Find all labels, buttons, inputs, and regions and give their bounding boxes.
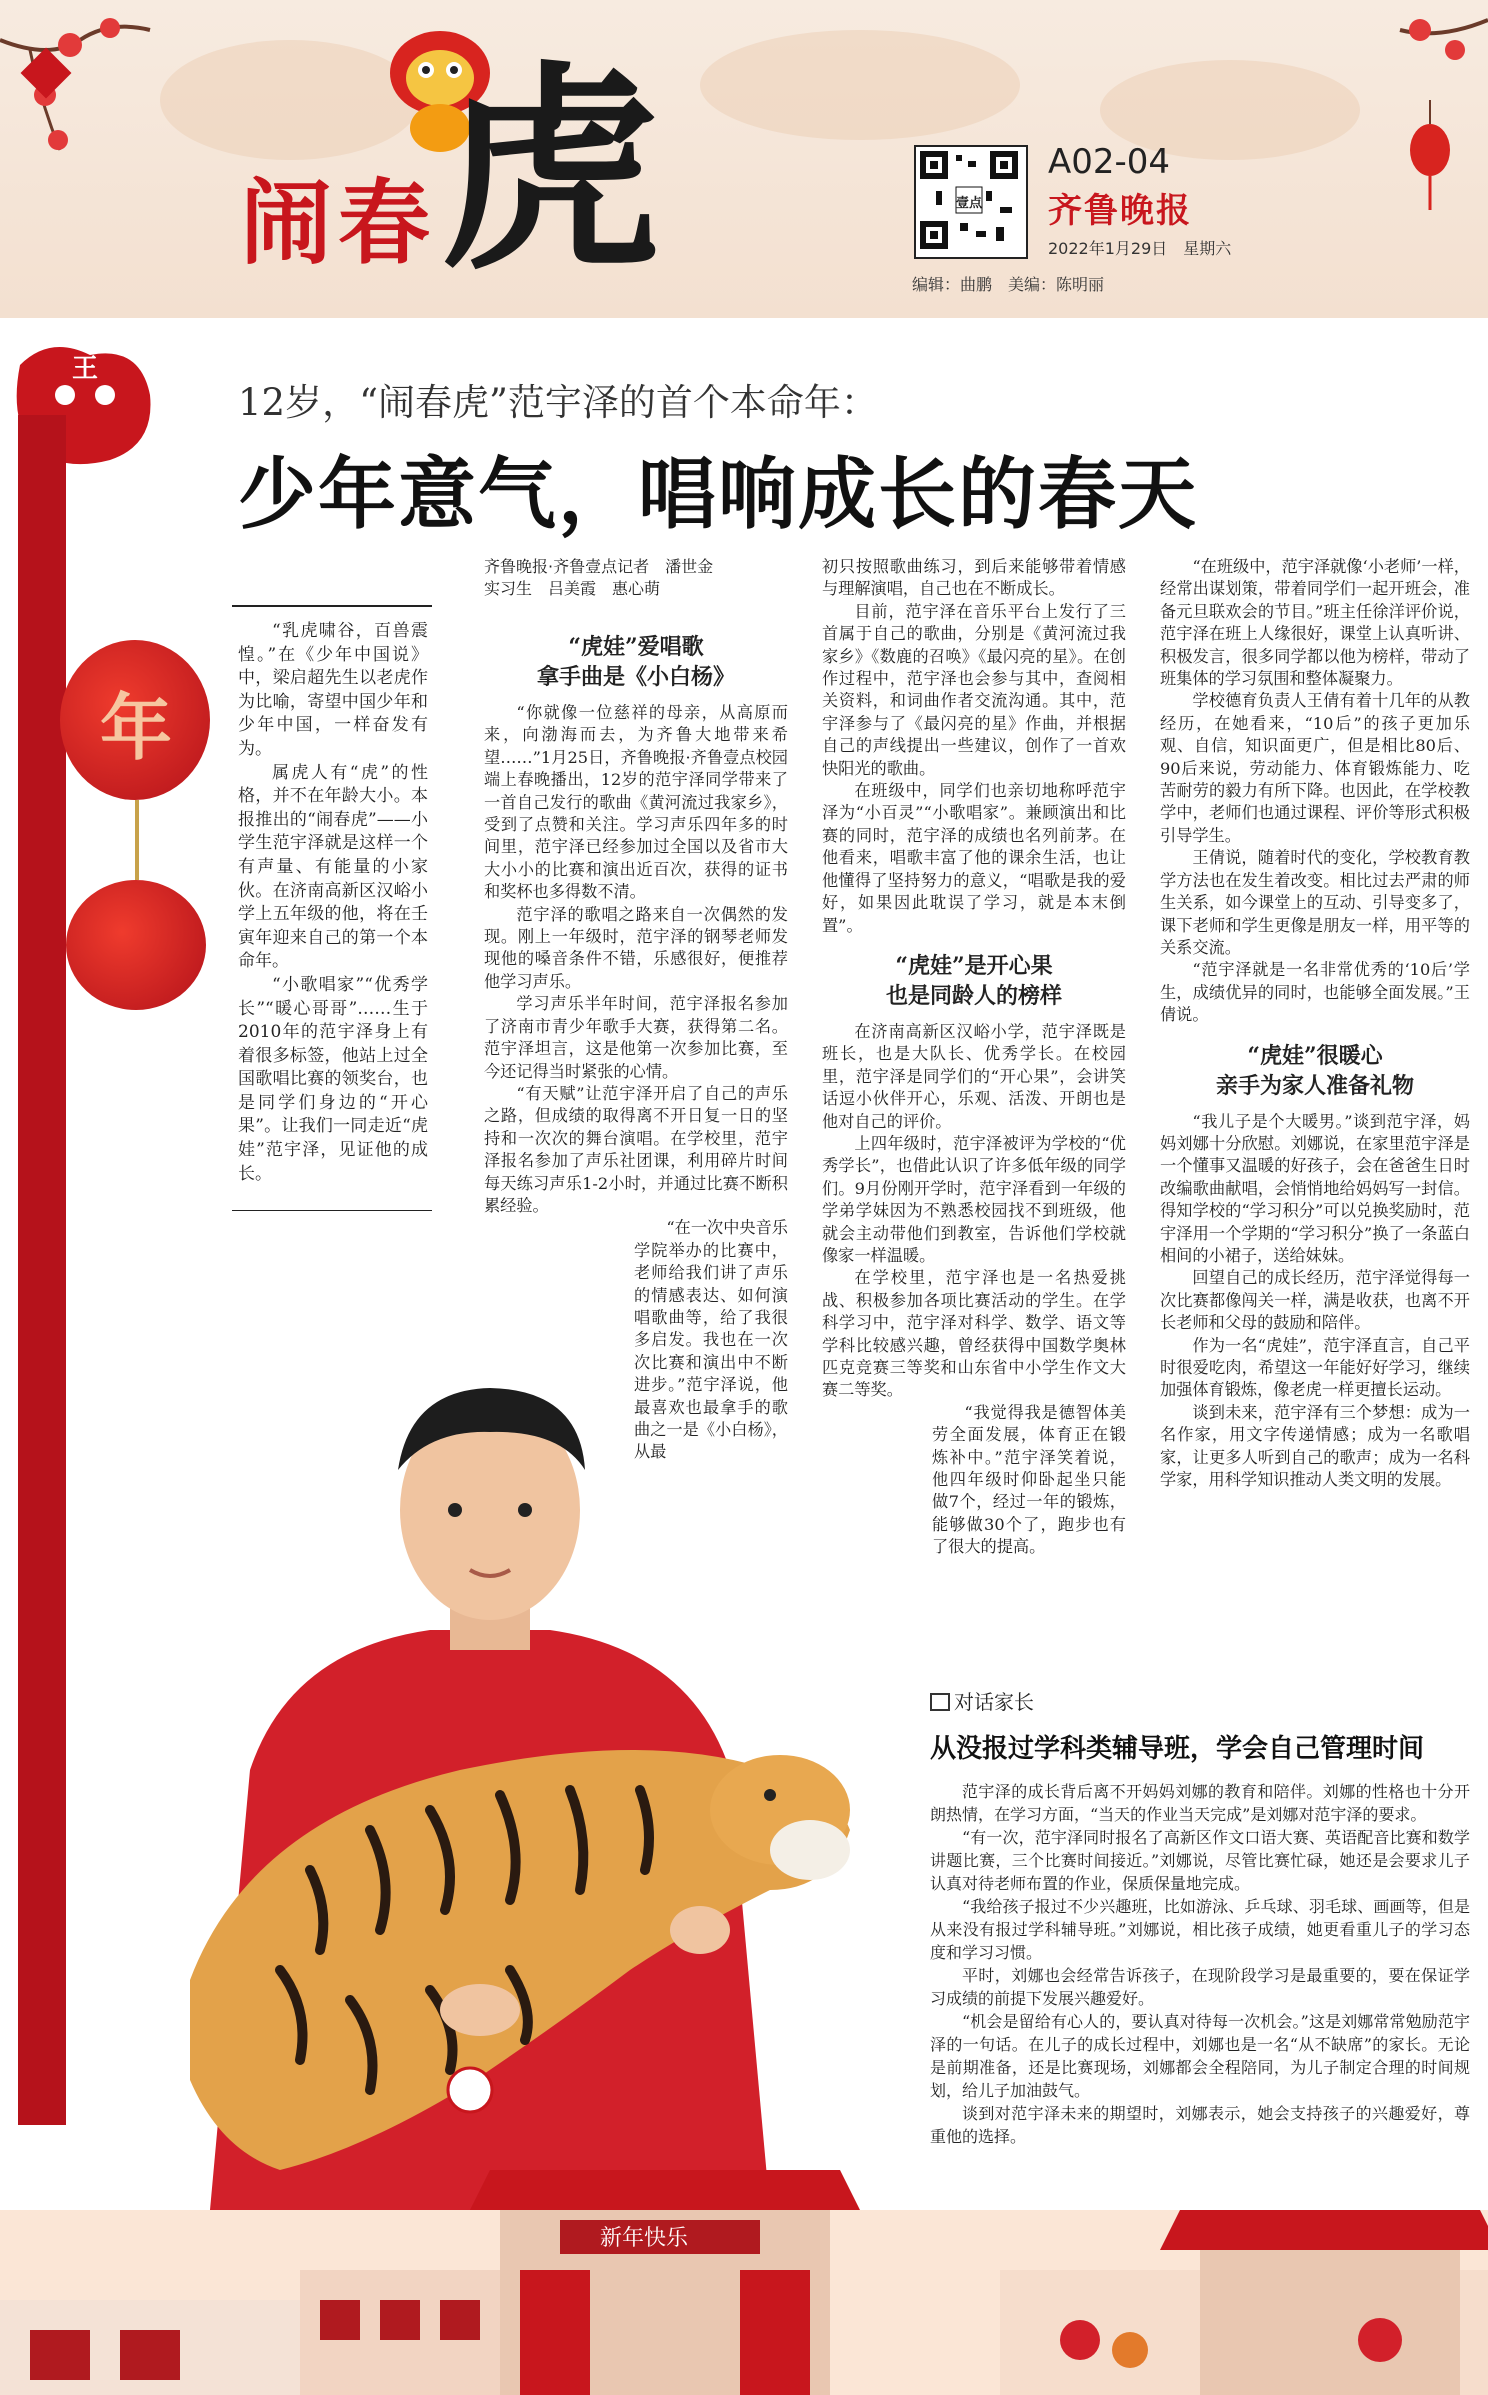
lantern-icon <box>66 880 206 1010</box>
article-intro <box>238 620 428 1186</box>
body-paragraph: 上四年级时，范宇泽被评为学校的“优秀学长”，也借此认识了许多低年级的同学们。9月份刚开学时，范宇泽看到一年级的学弟学妹因为不熟悉校园找不到班级，他就会主动带他们到教室，告诉他们学校就像家一样温暖。 <box>822 1133 1126 1265</box>
section-title-line: 也是同龄人的榜样 <box>885 982 1062 1009</box>
body-paragraph: 范宇泽的成长背后离不开妈妈刘娜的教育和陪伴。刘娜的性格也十分开朗热情，在学习方面，“当天的作业当天完成”是刘娜对范宇泽的要求。 <box>930 1782 1470 1824</box>
section-title-line: 拿手曲是《小白杨》 <box>536 664 735 690</box>
dialogue-label <box>930 1686 1034 1715</box>
cloud-decoration <box>700 30 1020 140</box>
section-title <box>484 632 788 692</box>
lantern-icon <box>60 640 210 800</box>
qr-label: 壹点 <box>956 196 983 211</box>
paper-name: 齐鲁晚报 <box>1048 191 1192 231</box>
intro-paragraph: “乳虎啸谷，百兽震惶。”在《少年中国说》中，梁启超先生以老虎作为比喻，寄望中国少年和少年中国，一样奋发有为。 <box>238 621 428 759</box>
byline-reporter: 齐鲁晚报·齐鲁壹点记者 潘世金 <box>484 557 714 576</box>
body-paragraph: 在学校里，范宇泽也是一名热爱挑战、积极参加各项比赛活动的学生。在学科学习中，范宇泽对科学、数学、语文等学科比较感兴趣，曾经获得中国数学奥林匹克竞赛三等奖和山东省中小学生作文大赛二等奖。 <box>822 1268 1126 1400</box>
section-title-line: “虎娃”是开心果 <box>895 952 1053 979</box>
building-sign-text: 新年快乐 <box>600 2226 689 2251</box>
body-paragraph: 平时，刘娜也会经常告诉孩子，在现阶段学习是最重要的，要在保证学习成绩的前提下发展兴趣爱好。 <box>930 1966 1470 2008</box>
body-paragraph: 学校德育负责人王倩有着十几年的从教经历，在她看来，“10后”的孩子更加乐观、自信，知识面更广，但是相比80后、90后来说，劳动能力、体育锻炼能力、吃苦耐劳的毅力有所下降。也因此，在学校教学中，老师们也通过课程、评价等形式积极引导学生。 <box>1160 691 1470 845</box>
section-title-line: “虎娃”爱唱歌 <box>568 634 704 660</box>
issue-date: 2022年1月29日 星期六 <box>1048 239 1232 258</box>
body-paragraph: “有天赋”让范宇泽开启了自己的声乐之路，但成绩的取得离不开日复一日的坚持和一次次的舞台演唱。在学校里，范宇泽报名参加了声乐社团课，利用碎片时间每天练习声乐1-2小时，并通过比赛不断积累经验。 <box>484 1083 788 1215</box>
body-paragraph: 回望自己的成长经历，范宇泽觉得每一次比赛都像闯关一样，满是收获，也离不开长老师和父母的鼓励和陪伴。 <box>1160 1268 1470 1333</box>
masthead <box>0 0 1488 318</box>
intro-top-rule <box>232 605 432 607</box>
new-year-street-illustration <box>0 2150 1488 2395</box>
body-paragraph: “在班级中，范宇泽就像‘小老师’一样，经常出谋划策，带着同学们一起开班会，准备元旦联欢会的节目。”班主任徐洋评价说，范宇泽在班上人缘很好，课堂上认真听讲、积极发言，很多同学都以他为榜样，带动了班集体的学习氛围和整体凝聚力。 <box>1160 557 1470 689</box>
article-kicker: 12岁，“闹春虎”范宇泽的首个本命年： <box>238 381 878 424</box>
tiger-mark-text: 王 <box>72 354 99 384</box>
body-paragraph: 初只按照歌曲练习，到后来能够带着情感与理解演唱，自己也在不断成长。 <box>822 557 1126 599</box>
body-paragraph: 学习声乐半年时间，范宇泽报名参加了济南市青少年歌手大赛，获得第二名。范宇泽坦言，这是他第一次参加比赛，至今还记得当时紧张的心情。 <box>484 994 788 1081</box>
lantern-string <box>135 800 139 880</box>
byline-interns: 实习生 吕美霞 惠心萌 <box>484 579 661 598</box>
qr-code[interactable] <box>914 145 1028 259</box>
body-paragraph: “在一次中央音乐学院举办的比赛中，老师给我们讲了声乐的情感表达、如何演唱歌曲等，给了我很多启发。我也在一次次比赛和演出中不断进步。”范宇泽说，他最喜欢也最拿手的歌曲之一是《小白杨》，从最 <box>634 1218 788 1462</box>
section-title <box>822 951 1126 1011</box>
body-paragraph: “我觉得我是德智体美劳全面发展，体育正在锻炼补中。”范宇泽笑着说，他四年级时仰卧起坐只能做7个，经过一年的锻炼，能够做30个了，跑步也有了很大的提高。 <box>932 1402 1126 1557</box>
intro-paragraph: 属虎人有“虎”的性格，并不在年龄大小。本报推出的“闹春虎”——小学生范宇泽就是这样一个有声量、有能量的小家伙。在济南高新区汉峪小学上五年级的他，将在壬寅年迎来自己的第一个本命年。 <box>238 762 428 972</box>
body-paragraph: “我给孩子报过不少兴趣班，比如游泳、乒乓球、羽毛球、画画等，但是从来没有报过学科辅导班。”刘娜说，相比孩子成绩，她更看重儿子的学习态度和学习习惯。 <box>930 1897 1470 1962</box>
article-column-3 <box>1160 556 1470 1491</box>
body-paragraph: 在班级中，同学们也亲切地称呼范宇泽为“小百灵”“小歌唱家”。兼顾演出和比赛的同时，范宇泽的成绩也名列前茅。在他看来，唱歌丰富了他的课余生活，也让他懂得了坚持努力的意义，“唱歌是我的爱好，如果因此耽误了学习，就是本末倒置”。 <box>822 781 1126 935</box>
masthead-title-hu: 虎 <box>440 40 661 299</box>
body-paragraph: “机会是留给有心人的，要认真对待每一次机会。”这是刘娜常常勉励范宇泽的一句话。在儿子的成长过程中，刘娜也是一名“从不缺席”的家长。无论是前期准备，还是比赛现场，刘娜都会全程陪同，为儿子制定合理的时间规划，给儿子加油鼓气。 <box>930 2012 1470 2100</box>
body-paragraph: 谈到对范宇泽未来的期望时，刘娜表示，她会支持孩子的兴趣爱好，尊重他的选择。 <box>930 2104 1470 2146</box>
body-paragraph: “我儿子是个大暖男。”谈到范宇泽，妈妈刘娜十分欣慰。刘娜说，在家里范宇泽是一个懂事又温暖的好孩子，会在爸爸生日时改编歌曲献唱，会悄悄地给妈妈写一封信。得知学校的“学习积分”可以兑换奖励时，范宇泽用一个学期的“学习积分”换了一条蓝白相间的小裙子，送给妹妹。 <box>1160 1111 1470 1265</box>
dialogue-body <box>930 1780 1470 2148</box>
section-title-line: 亲手为家人准备礼物 <box>1215 1072 1414 1099</box>
body-paragraph: 王倩说，随着时代的变化，学校教育教学方法也在发生着改变。相比过去严肃的师生关系，如今课堂上的互动、引导变多了，课下老师和学生更像是朋友一样，用平等的关系交流。 <box>1160 848 1470 957</box>
body-paragraph: 在济南高新区汉峪小学，范宇泽既是班长，也是大队长、优秀学长。在校园里，范宇泽是同学们的“开心果”，会讲笑话逗小伙伴开心，乐观、活泼、开朗也是他对自己的评价。 <box>822 1021 1126 1131</box>
body-paragraph: “有一次，范宇泽同时报名了高新区作文口语大赛、英语配音比赛和数学讲题比赛，三个比赛时间接近。”刘娜说，尽管比赛忙碌，她还是会要求儿子认真对待老师布置的作业，保质保量地完成。 <box>930 1828 1470 1893</box>
page-number: A02-04 <box>1048 142 1171 182</box>
editors-credit: 编辑：曲鹏 美编：陈明丽 <box>912 275 1105 294</box>
dialogue-label-text: 对话家长 <box>954 1690 1034 1714</box>
body-paragraph: 范宇泽的歌唱之路来自一次偶然的发现。刚上一年级时，范宇泽的钢琴老师发现他的嗓音条件不错，乐感很好，便推荐他学习声乐。 <box>484 904 788 991</box>
section-title <box>1160 1041 1470 1101</box>
plum-blossom-decoration <box>1360 0 1488 220</box>
body-paragraph: 作为一名“虎娃”，范宇泽直言，自己平时很爱吃肉，希望这一年能好好学习，继续加强体育锻炼，像老虎一样更擅长运动。 <box>1160 1335 1470 1400</box>
body-paragraph: 谈到未来，范宇泽有三个梦想：成为一名作家，用文字传递情感；成为一名歌唱家，让更多人听到自己的歌声；成为一名科学家，用科学知识推动人类文明的发展。 <box>1160 1402 1470 1490</box>
intro-paragraph: “小歌唱家”“优秀学长”“暖心哥哥”……生于2010年的范宇泽身上有着很多标签，他站上过全国歌唱比赛的领奖台，也是同学们身边的“开心果”。让我们一同走近“虎娃”范宇泽，见证他的成长。 <box>238 974 428 1184</box>
body-paragraph: “范宇泽就是一名非常优秀的‘10后’学生，成绩优异的同时，也能够全面发展。”王倩说。 <box>1160 960 1470 1025</box>
lantern-character: 年 <box>100 685 173 770</box>
dialogue-title: 从没报过学科类辅导班，学会自己管理时间 <box>930 1734 1425 1764</box>
byline <box>484 556 784 600</box>
body-paragraph: “你就像一位慈祥的母亲，从高原而来，向渤海而去，为齐鲁大地带来希望……”1月25日，齐鲁晚报·齐鲁壹点校园端上春晚播出，12岁的范宇泽同学带来了一首自己发行的歌曲《黄河流过我家乡》，受到了点赞和关注。学习声乐四年多的时间里，范宇泽已经参加过全国以及省市大大小小的比赛和演出近百次，获得的证书和奖杯也多得数不清。 <box>484 703 788 902</box>
plum-blossom-decoration <box>0 0 160 200</box>
masthead-title-naochun: 闹春 <box>240 170 437 277</box>
boy-with-tiger-photo <box>130 1210 890 2210</box>
chat-icon <box>930 1693 950 1711</box>
article-headline: 少年意气，唱响成长的春天 <box>238 449 1199 540</box>
body-paragraph: 目前，范宇泽在音乐平台上发行了三首属于自己的歌曲，分别是《黄河流过我家乡》《数鹿的召唤》《最闪亮的星》。在创作过程中，范宇泽也会参与其中，查阅相关资料，和词曲作者交流沟通。其中，范宇泽参与了《最闪亮的星》作曲，并根据自己的声线提出一些建议，创作了一首欢快阳光的歌曲。 <box>822 601 1126 778</box>
section-title-line: “虎娃”很暖心 <box>1247 1042 1383 1069</box>
side-red-bar <box>18 415 66 2125</box>
